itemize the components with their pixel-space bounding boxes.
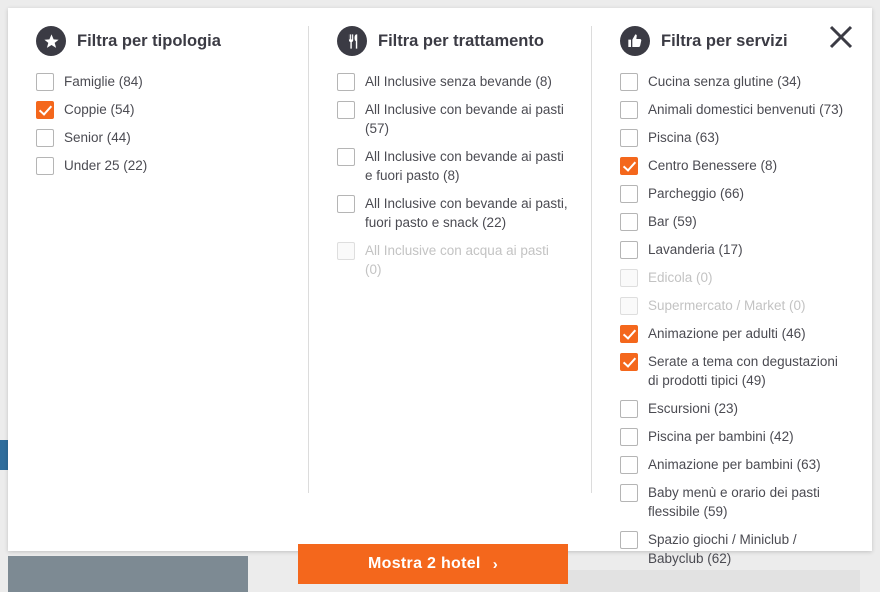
- filter-option-label: Baby menù e orario dei pasti flessibile (59): [648, 485, 820, 519]
- filter-option-label: All Inclusive con bevande ai pasti (57): [365, 102, 564, 136]
- filter-option-label: Serate a tema con degustazioni di prodotti tipici (49): [648, 354, 838, 388]
- checkbox: [337, 242, 355, 260]
- filter-option-serate-a-tema[interactable]: [620, 352, 850, 390]
- column-header-tipologia: [36, 26, 286, 56]
- checkbox[interactable]: [620, 185, 638, 203]
- checkbox[interactable]: [620, 353, 638, 371]
- checkbox: [620, 297, 638, 315]
- filter-option-bar[interactable]: [620, 212, 850, 231]
- filter-option-ai-bevande-fuori-pasto[interactable]: [337, 147, 569, 185]
- checkbox[interactable]: [36, 129, 54, 147]
- checkbox[interactable]: [620, 101, 638, 119]
- filter-option-animazione-adulti[interactable]: [620, 324, 850, 343]
- filter-option-label: Parcheggio (66): [648, 186, 745, 201]
- filter-column-servizi: [591, 26, 872, 566]
- filter-option-label: Centro Benessere (8): [648, 158, 778, 173]
- background-photo: [8, 556, 248, 592]
- checkbox[interactable]: [620, 241, 638, 259]
- filter-option-centro-benessere[interactable]: [620, 156, 850, 175]
- filter-option-label: All Inclusive senza bevande (8): [365, 74, 552, 89]
- filter-option-label: Piscina (63): [648, 130, 720, 145]
- filter-option-label: Senior (44): [64, 130, 131, 145]
- checkbox[interactable]: [620, 325, 638, 343]
- checkbox[interactable]: [620, 213, 638, 231]
- filter-option-coppie[interactable]: [36, 100, 286, 119]
- filter-option-label: Coppie (54): [64, 102, 135, 117]
- filter-option-ai-senza-bevande[interactable]: [337, 72, 569, 91]
- checkbox[interactable]: [620, 484, 638, 502]
- background-panel: [560, 570, 860, 592]
- checkbox[interactable]: [36, 73, 54, 91]
- filter-option-animazione-bambini[interactable]: [620, 455, 850, 474]
- filter-option-baby-menu[interactable]: [620, 483, 850, 521]
- checkbox[interactable]: [36, 101, 54, 119]
- checkbox[interactable]: [620, 73, 638, 91]
- star-icon: [36, 26, 66, 56]
- filter-option-label: Edicola (0): [648, 270, 713, 285]
- filter-option-cucina-senza-glutine[interactable]: [620, 72, 850, 91]
- filter-option-label: Lavanderia (17): [648, 242, 743, 257]
- filter-option-ai-bevande-snack[interactable]: [337, 194, 569, 232]
- filter-option-piscina[interactable]: [620, 128, 850, 147]
- filter-option-spazio-giochi[interactable]: [620, 530, 850, 568]
- filter-option-senior[interactable]: [36, 128, 286, 147]
- show-hotels-button[interactable]: [298, 544, 568, 584]
- checkbox[interactable]: [337, 148, 355, 166]
- checkbox[interactable]: [620, 456, 638, 474]
- filter-option-ai-acqua-pasti: [337, 241, 569, 279]
- filter-option-escursioni[interactable]: [620, 399, 850, 418]
- checkbox[interactable]: [620, 428, 638, 446]
- filter-option-label: All Inclusive con bevande ai pasti, fuori pasto e snack (22): [365, 196, 568, 230]
- filter-option-animali-domestici[interactable]: [620, 100, 850, 119]
- filter-option-label: Famiglie (84): [64, 74, 143, 89]
- column-title: Filtra per trattamento: [378, 31, 544, 50]
- checkbox[interactable]: [620, 129, 638, 147]
- chevron-right-icon: ›: [492, 555, 498, 573]
- filter-option-label: Bar (59): [648, 214, 697, 229]
- filter-option-supermercato: [620, 296, 850, 315]
- filter-option-famiglie[interactable]: [36, 72, 286, 91]
- filter-option-label: Animazione per adulti (46): [648, 326, 806, 341]
- filter-option-label: All Inclusive con acqua ai pasti (0): [365, 243, 549, 277]
- column-header-servizi: [620, 26, 850, 56]
- cutlery-icon: [337, 26, 367, 56]
- checkbox[interactable]: [337, 73, 355, 91]
- column-header-trattamento: [337, 26, 569, 56]
- filter-option-under25[interactable]: [36, 156, 286, 175]
- filter-option-label: Cucina senza glutine (34): [648, 74, 802, 89]
- filter-option-lavanderia[interactable]: [620, 240, 850, 259]
- filter-option-parcheggio[interactable]: [620, 184, 850, 203]
- checkbox[interactable]: [337, 101, 355, 119]
- checkbox[interactable]: [620, 157, 638, 175]
- checkbox[interactable]: [620, 531, 638, 549]
- filter-column-trattamento: [308, 26, 591, 493]
- filter-option-ai-bevande-pasti[interactable]: [337, 100, 569, 138]
- checkbox[interactable]: [36, 157, 54, 175]
- column-title: Filtra per tipologia: [77, 31, 221, 50]
- filter-option-label: Escursioni (23): [648, 401, 739, 416]
- filter-option-label: All Inclusive con bevande ai pasti e fuori pasto (8): [365, 149, 564, 183]
- filter-option-label: Animazione per bambini (63): [648, 457, 821, 472]
- filter-option-label: Animali domestici benvenuti (73): [648, 102, 844, 117]
- filter-option-label: Under 25 (22): [64, 158, 148, 173]
- filter-column-tipologia: [8, 26, 308, 493]
- checkbox: [620, 269, 638, 287]
- checkbox[interactable]: [337, 195, 355, 213]
- filter-option-label: Piscina per bambini (42): [648, 429, 794, 444]
- column-title: Filtra per servizi: [661, 31, 788, 50]
- filter-option-label: Supermercato / Market (0): [648, 298, 806, 313]
- show-hotels-label: Mostra 2 hotel: [368, 555, 481, 572]
- checkbox[interactable]: [620, 400, 638, 418]
- filter-option-piscina-bambini[interactable]: [620, 427, 850, 446]
- close-icon[interactable]: [824, 20, 858, 54]
- filter-option-label: Spazio giochi / Miniclub / Babyclub (62): [648, 532, 797, 566]
- thumbs-up-icon: [620, 26, 650, 56]
- filter-option-edicola: [620, 268, 850, 287]
